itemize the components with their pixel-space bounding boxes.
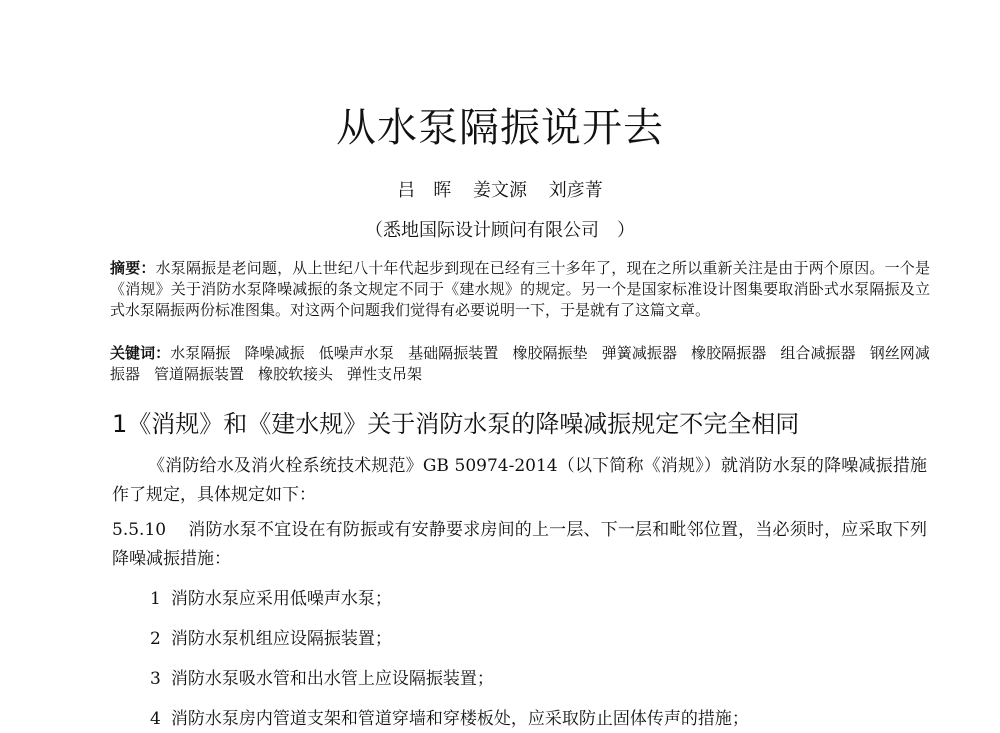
keyword: 管道隔振装置 — [154, 365, 245, 383]
clause-number: 5.5.10 — [112, 520, 167, 540]
measure-number: 1 — [150, 589, 161, 609]
keyword: 组合减振器 — [780, 344, 856, 362]
abstract-label: 摘要： — [110, 259, 156, 277]
paper-title: 从水泵隔振说开去 — [336, 105, 664, 151]
keywords-label: 关键词： — [110, 344, 171, 362]
measure-text: 消防水泵机组应设隔振装置； — [170, 629, 392, 649]
measure-text: 消防水泵吸水管和出水管上应设隔振装置； — [170, 669, 494, 689]
clause-text: 消防水泵不宜设在有防振或有安静要求房间的上一层、下一层和毗邻位置，当必须时，应采取下列降噪减振措施： — [112, 520, 927, 569]
affiliation: （悉地国际设计顾问有限公司 ） — [365, 220, 635, 241]
clause-paragraph — [112, 516, 927, 574]
keyword: 橡胶隔振器 — [691, 344, 767, 362]
keyword: 橡胶隔振垫 — [512, 344, 588, 362]
measure-text: 消防水泵房内管道支架和管道穿墙和穿楼板处，应采取防止固体传声的措施； — [170, 709, 749, 729]
measure-item — [150, 707, 910, 731]
measure-number: 4 — [150, 709, 161, 729]
keyword: 弹性支吊架 — [347, 365, 423, 383]
keyword: 弹簧减振器 — [601, 344, 678, 362]
measure-number: 2 — [150, 629, 161, 649]
abstract-text: 水泵隔振是老问题，从上世纪八十年代起步到现在已经有三十多年了，现在之所以重新关注是由于两个原因。一个是《消规》关于消防水泵降噪减振的条文规定不同于《建水规》的规定。另一个是国家标准设计图集要取消卧式水泵隔振及立式水泵隔振两份标准图集。对这两个问题我们觉得有必要说明一下，于是就有了这篇文章。 — [110, 259, 930, 319]
keyword: 降噪减振 — [244, 344, 305, 362]
keywords — [110, 343, 930, 385]
measure-item — [150, 587, 910, 611]
keyword: 低噪声水泵 — [318, 344, 395, 362]
measure-number: 3 — [150, 669, 161, 689]
abstract — [110, 258, 930, 321]
measure-item — [150, 627, 910, 651]
author-name: 吕 晖 — [397, 180, 452, 201]
measure-item — [150, 667, 910, 691]
keyword: 水泵隔振 — [170, 344, 231, 362]
keyword: 基础隔振装置 — [408, 344, 499, 362]
author-name: 刘彦菁 — [548, 180, 603, 201]
section-intro-paragraph: 《消防给水及消火栓系统技术规范》GB 50974-2014（以下简称《消规》）就消防水泵的降噪减振措施作了规定，具体规定如下： — [112, 456, 927, 505]
author-list — [0, 176, 1000, 202]
author-name: 姜文源 — [473, 180, 527, 201]
measure-text: 消防水泵应采用低噪声水泵； — [170, 589, 392, 609]
keyword: 橡胶软接头 — [258, 365, 334, 383]
section-heading: 1《消规》和《建水规》关于消防水泵的降噪减振规定不完全相同 — [112, 410, 800, 438]
keyword: 钢丝网减振器 — [110, 344, 930, 383]
